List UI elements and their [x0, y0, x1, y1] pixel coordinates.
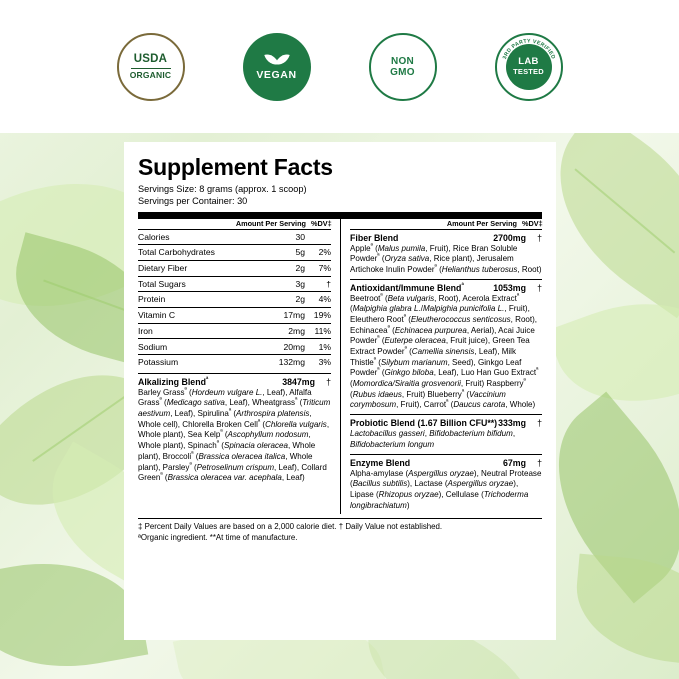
blend-name: Probiotic Blend (1.67 Billion CFU**)	[350, 418, 498, 429]
badge-row	[0, 0, 679, 133]
blend-section	[350, 414, 542, 453]
panel-column-right	[340, 219, 542, 515]
blend-dv: †	[326, 376, 331, 387]
lab-line1: LAB	[518, 55, 539, 67]
column-header-left	[138, 219, 331, 230]
nutrient-dv: 11%	[305, 323, 331, 339]
badge-lab-tested	[495, 33, 563, 101]
leaf-decoration	[571, 554, 679, 667]
nutrient-dv: 2%	[305, 245, 331, 261]
page-title: Supplement Facts	[138, 154, 333, 180]
nutrient-amount: 30	[259, 230, 305, 245]
nutrient-name: Total Carbohydrates	[138, 245, 259, 261]
servings-per-container: Servings per Container: 30	[138, 195, 248, 206]
footnotes: ‡ Percent Daily Values are based on a 2,000 calorie diet. † Daily Value not established. ªOrganic ingredient. **At time of manufacture.	[138, 518, 542, 543]
blend-section	[138, 374, 331, 487]
blend-dv: †	[537, 457, 542, 468]
lab-line2: TESTED	[513, 66, 544, 76]
blend-dv: †	[537, 232, 542, 243]
blend-header	[350, 418, 542, 428]
blend-ingredients: Barley Grass$^ª$ (Hordeum vulgare L., Leaf), Alfalfa Grass$^ª$ (Medicago sativa, Leaf), Wheatgrass$^ª$ (Triticum aestivum, Leaf), Spirulina$^ª$ (Arthrospira platensis, Whole cell), Chlorella Broken Cell$^ª$ (Chlorella vulgaris, Whole plant), Sea Kelp$^ª$ (Ascophyllum nodosum, Whole plant), Spinach$^ª$ (Spinacia oleracea, Whole plant), Broccoli$^ª$ (Brassica oleracea italica, Whole plant), Parsley$^ª$ (Petroselinum crispum, Leaf), Collard Green$^ª$ (Brassica oleracea var. acephala, Leaf)	[138, 386, 331, 483]
table-row	[138, 292, 331, 308]
nutrient-dv: 3%	[318, 357, 331, 368]
left-blend-list	[138, 374, 331, 487]
blend-section	[350, 279, 542, 415]
table-row	[138, 230, 331, 245]
usda-line1: USDA	[133, 52, 168, 65]
blend-amount: 3847mg	[282, 376, 315, 387]
right-blend-list	[350, 230, 542, 515]
blend-section	[350, 230, 542, 279]
nutrient-dv: †	[305, 276, 331, 292]
supplement-facts-panel	[124, 142, 556, 640]
non-gmo-line2: GMO	[390, 66, 415, 78]
nutrient-dv: 7%	[305, 260, 331, 276]
leaf-icon	[266, 53, 288, 66]
blend-amount: 1053mg	[493, 282, 526, 293]
usda-line2: ORGANIC	[129, 70, 172, 80]
certification-badge-band	[0, 0, 679, 133]
blend-dv: †	[537, 282, 542, 293]
nutrient-dv: 1%	[305, 339, 331, 355]
dv-header: %DV‡	[311, 218, 332, 228]
blend-ingredients: Beetroot$^ª$ (Beta vulgaris, Root), Acerola Extract$^ª$ (Malpighia glabra L./Malpighia punicifolia L., Fruit), Eleuthero Root$^ª$ (Eleutherococcus senticosus, Root), Echinacea$^ª$ (Echinacea purpurea, Aerial), Acai Juice Powder$^ª$ (Euterpe oleracea, Fruit juice), Green Tea Extract Powder$^ª$ (Camellia sinensis, Leaf), Milk Thistle$^ª$ (Silybum marianum, Seed), Ginkgo Leaf Powder$^ª$ (Ginkgo biloba, Leaf), Luo Han Guo Extract$^ª$ (Momordica/Siraitia grosvenorii, Fruit) Raspberry$^ª$ (Rubus idaeus, Fruit) Blueberry$^ª$ (Vaccinium corymbosum, Fruit), Carrot$^ª$ (Daucus carota, Whole)	[350, 291, 539, 410]
blend-ingredients: Lactobacillus gasseri, Bifidobacterium bifidum, Bifidobacterium longum	[350, 429, 516, 449]
vegan-label: VEGAN	[256, 68, 297, 81]
blend-section	[350, 454, 542, 515]
non-gmo-line1: NON	[390, 55, 415, 67]
nutrient-amount: 20mg	[259, 339, 305, 355]
nutrient-name: Vitamin C	[138, 307, 259, 323]
dv-header: %DV‡	[522, 218, 543, 228]
lab-ring-bottom-text: PURITY & POTENCY	[505, 71, 552, 92]
badge-non-gmo	[369, 33, 437, 101]
usda-inner	[122, 38, 180, 96]
panel-thick-divider	[138, 212, 542, 219]
usda-divider	[131, 68, 171, 69]
column-header-right	[350, 219, 542, 230]
table-row	[138, 245, 331, 261]
nutrient-name: Calories	[138, 230, 259, 245]
table-row	[138, 307, 331, 323]
nutrient-amount: 2mg	[259, 323, 305, 339]
nutrient-amount: 17mg	[259, 307, 305, 323]
blend-amount: 67mg	[503, 457, 526, 468]
nutrient-name: Total Sugars	[138, 276, 259, 292]
amount-header: Amount Per Serving	[235, 218, 306, 228]
blend-header	[350, 283, 542, 293]
blend-dv: †	[537, 418, 542, 429]
nutrient-name: Protein	[138, 292, 259, 308]
nutrient-amount: 2g	[259, 260, 305, 276]
nutrient-name: Sodium	[138, 339, 259, 355]
badge-vegan	[243, 33, 311, 101]
lab-ring-text	[497, 35, 561, 99]
blend-header	[138, 377, 331, 387]
blend-name: Fiber Blend	[350, 232, 399, 243]
blend-amount: 2700mg	[493, 232, 526, 243]
blend-name: Antioxidant/Immune Blend$^ª$	[350, 281, 464, 293]
table-row	[138, 323, 331, 339]
table-row	[138, 355, 331, 370]
nutrient-dv: 19%	[305, 307, 331, 323]
badge-usda-organic	[117, 33, 185, 101]
blend-amount: 333mg	[498, 418, 526, 429]
serving-info	[138, 184, 542, 208]
table-row	[138, 260, 331, 276]
nutrient-amount: 5g	[259, 245, 305, 261]
table-row	[138, 276, 331, 292]
nutrient-table	[138, 230, 331, 370]
blend-ingredients: Apple$^ª$ (Malus pumila, Fruit), Rice Bran Soluble Powder$^ª$ (Oryza sativa, Rice plant), Jerusalem Artichoke Inulin Powder$^ª$ (Helianthus tuberosus, Root)	[350, 241, 542, 274]
amount-header: Amount Per Serving	[446, 218, 517, 228]
nutrient-name: Iron	[138, 323, 259, 339]
blend-name: Enzyme Blend	[350, 457, 411, 468]
panel-column-left	[138, 219, 340, 515]
nutrient-name: Dietary Fiber	[138, 260, 259, 276]
table-row	[138, 339, 331, 355]
blend-header	[350, 233, 542, 243]
panel-columns	[138, 219, 542, 515]
lab-ring-top-text: 3RD PARTY VERIFIED	[501, 38, 556, 60]
nutrient-amount: 132mg	[278, 357, 305, 368]
serving-size: Servings Size: 8 grams (approx. 1 scoop)	[138, 184, 307, 194]
nutrient-dv: 4%	[305, 292, 331, 308]
nutrient-amount: 3g	[259, 276, 305, 292]
blend-ingredients: Alpha-amylase (Aspergillus oryzae), Neutral Protease (Bacillus subtilis), Lactase (Aspergillus oryzae), Lipase (Rhizopus oryzae), Cellulase (Trichoderma longibrachiatum)	[350, 468, 542, 510]
blend-name: Alkalizing Blend$^ª$	[138, 375, 209, 387]
blend-header	[350, 458, 542, 468]
nutrient-name: Potassium	[138, 357, 179, 368]
nutrient-dv	[305, 230, 331, 245]
nutrient-amount: 2g	[259, 292, 305, 308]
